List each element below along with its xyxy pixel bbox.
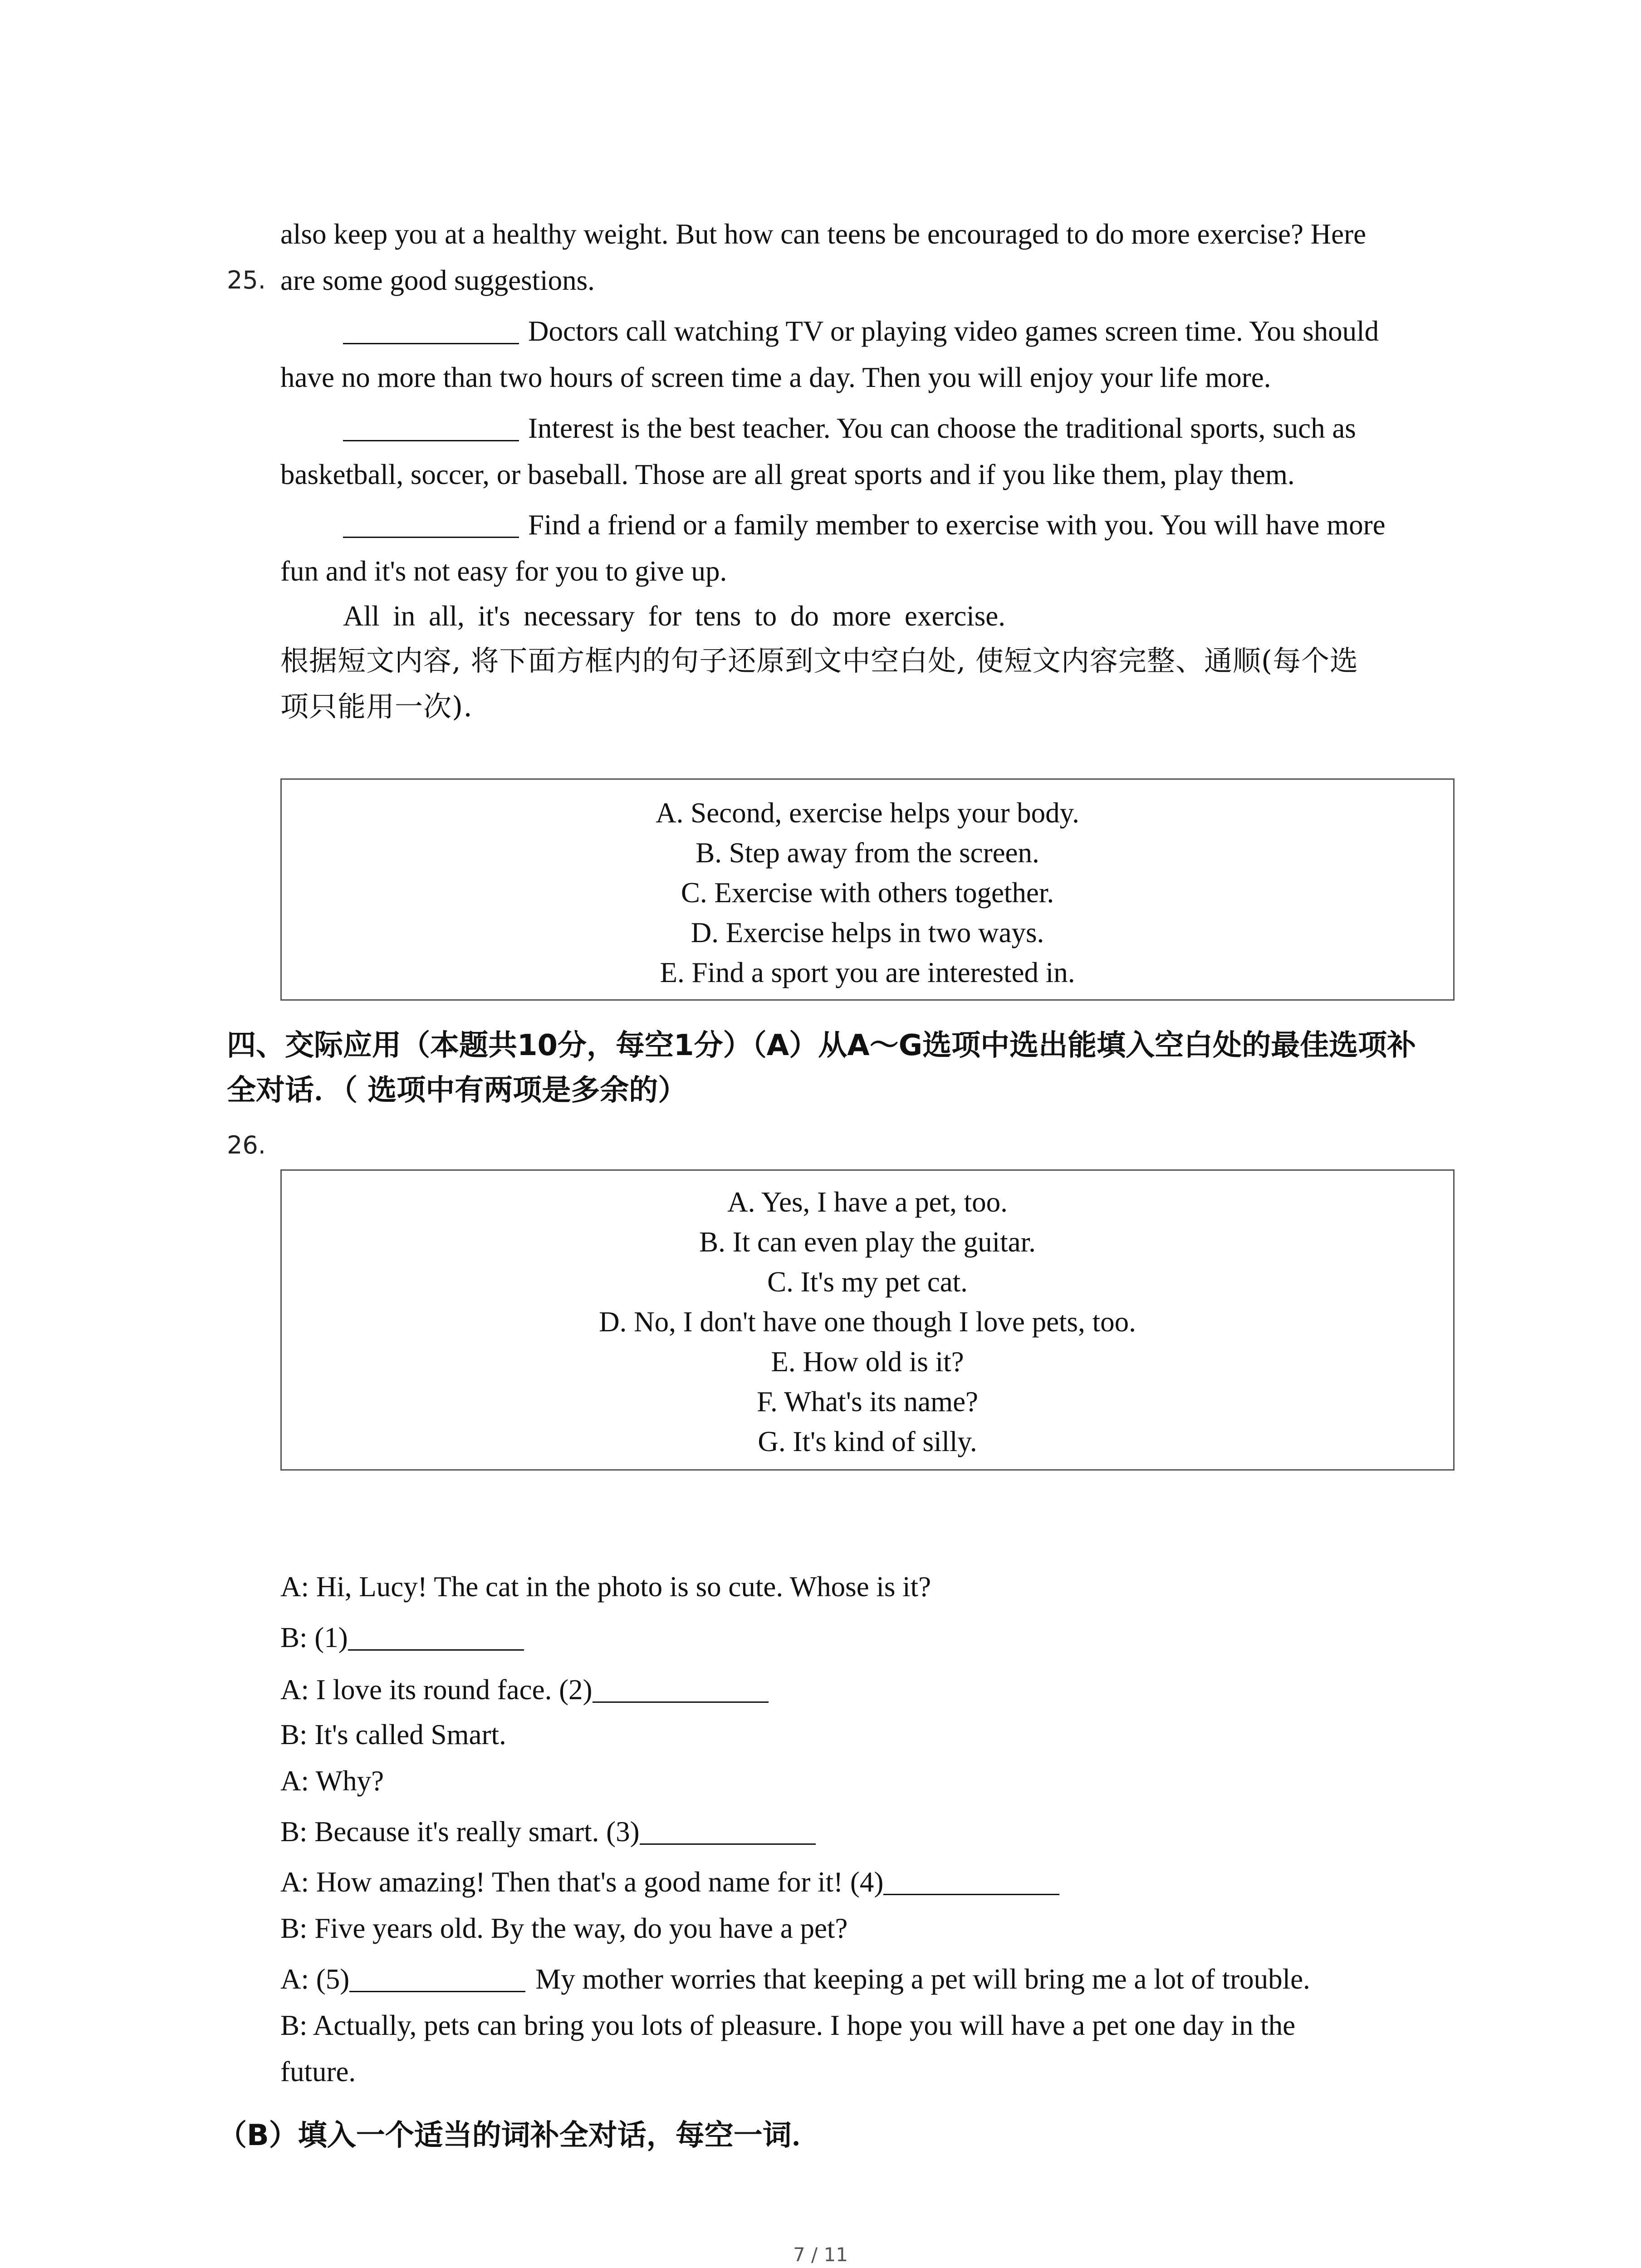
passage-conclusion: All in all, it's necessary for tens to do more exercise.: [343, 600, 1005, 632]
dialogue-line: [280, 1672, 769, 1707]
answer-blank: [593, 1675, 769, 1703]
passage-text: Find a friend or a family member to exercise with you. You will have more: [528, 509, 1386, 541]
part-b-heading: （B）填入一个适当的词补全对话，每空一词．: [218, 2119, 821, 2152]
option-a: A. Second, exercise helps your body.: [656, 797, 1079, 829]
option-g: G. It's kind of silly.: [758, 1426, 977, 1457]
answer-blank: [640, 1817, 816, 1845]
page-number: 7 / 11: [793, 2244, 848, 2266]
section-heading: 全对话．（ 选项中有两项是多余的）: [227, 1074, 687, 1107]
instruction-text: 根据短文内容, 将下面方框内的句子还原到文中空白处, 使短文内容完整、通顺(每个选: [280, 644, 1359, 677]
dialogue-line: [280, 1717, 506, 1752]
passage-line: basketball, soccer, or baseball. Those are all great sports and if you like them, play them.: [280, 459, 1295, 490]
answer-blank: [343, 317, 519, 344]
passage-paragraph-1: [343, 314, 1379, 348]
option-b: B. It can even play the guitar.: [699, 1226, 1036, 1258]
dialogue-line: [280, 1764, 384, 1798]
dialogue-text: My mother worries that keeping a pet will bring me a lot of trouble.: [535, 1963, 1310, 1995]
answer-blank: [348, 1623, 524, 1651]
option-c: C. It's my pet cat.: [767, 1266, 968, 1298]
passage-paragraph-3: [343, 508, 1386, 542]
dialogue-line: [280, 2054, 356, 2089]
instruction-text: 项只能用一次).: [280, 690, 473, 723]
answer-blank: [349, 1965, 525, 1992]
options-box: [280, 778, 1455, 1001]
option-b: B. Step away from the screen.: [696, 837, 1039, 869]
dialogue-text: A: Why?: [280, 1765, 384, 1797]
dialogue-text: future.: [280, 2056, 356, 2087]
dialogue-text: B: Five years old. By the way, do you have a pet?: [280, 1912, 848, 1944]
options-box: [280, 1169, 1455, 1471]
passage-line: also keep you at a healthy weight. But how can teens be encouraged to do more exercise? Here: [280, 218, 1367, 250]
passage-text: Interest is the best teacher. You can choose the traditional sports, such as: [528, 412, 1356, 444]
answer-blank: [343, 510, 519, 538]
question-number-26: 26.: [227, 1131, 266, 1159]
dialogue-line: [280, 1962, 1310, 1996]
option-f: F. What's its name?: [756, 1386, 979, 1418]
dialogue-text: B: (1): [280, 1622, 348, 1653]
dialogue-text: B: Actually, pets can bring you lots of pleasure. I hope you will have a pet one day in the: [280, 2009, 1296, 2041]
dialogue-text: A: Hi, Lucy! The cat in the photo is so cute. Whose is it?: [280, 1571, 931, 1603]
dialogue-text: A: I love its round face. (2): [280, 1674, 593, 1706]
passage-text: Doctors call watching TV or playing video games screen time. You should: [528, 315, 1379, 347]
answer-blank: [343, 414, 519, 441]
section-heading: 四、交际应用（本题共10分，每空1分）（A）从A～G选项中选出能填入空白处的最佳选项补: [227, 1029, 1416, 1062]
question-number-25: 25.: [227, 266, 266, 294]
passage-line: fun and it's not easy for you to give up.: [280, 555, 727, 587]
dialogue-line: [280, 1620, 524, 1655]
option-e: E. How old is it?: [771, 1346, 964, 1378]
passage-paragraph-2: [343, 411, 1356, 445]
dialogue-line: [280, 1569, 931, 1604]
dialogue-line: [280, 1911, 847, 1945]
passage-line: have no more than two hours of screen time a day. Then you will enjoy your life more.: [280, 362, 1271, 393]
option-d: D. No, I don't have one though I love pets, too.: [599, 1306, 1136, 1338]
answer-blank: [883, 1867, 1059, 1895]
option-d: D. Exercise helps in two ways.: [691, 917, 1044, 948]
dialogue-text: B: Because it's really smart. (3): [280, 1816, 640, 1848]
dialogue-line: [280, 2008, 1295, 2043]
dialogue-text: A: (5): [280, 1963, 350, 1995]
option-a: A. Yes, I have a pet, too.: [727, 1186, 1008, 1218]
dialogue-line: [280, 1814, 816, 1849]
option-e: E. Find a sport you are interested in.: [660, 957, 1075, 988]
passage-line: are some good suggestions.: [280, 264, 595, 296]
dialogue-text: A: How amazing! Then that's a good name for it! (4): [280, 1866, 884, 1898]
dialogue-text: B: It's called Smart.: [280, 1719, 506, 1750]
dialogue-line: [280, 1865, 1059, 1899]
option-c: C. Exercise with others together.: [681, 877, 1054, 909]
